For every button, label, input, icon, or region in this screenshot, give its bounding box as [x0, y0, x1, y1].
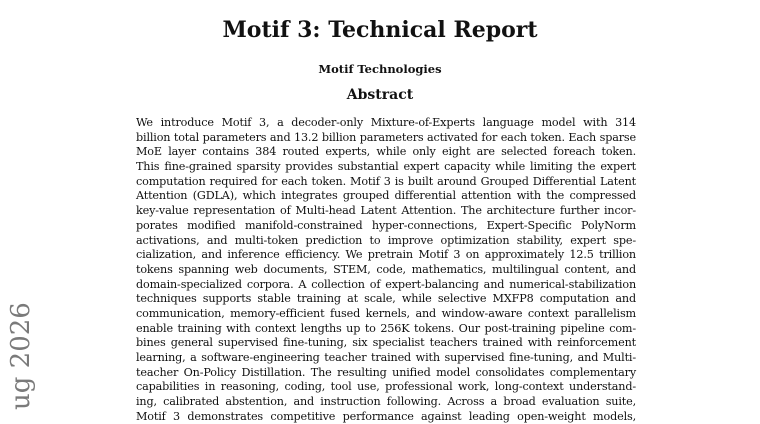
abstract-line: ing, calibrated abstention, and instruction following. Across a broad evaluation suite,	[136, 395, 636, 409]
abstract-line: Attention (GDLA), which integrates grouped differential attention with the compressed	[136, 189, 636, 203]
abstract-line: teacher On-Policy Distillation. The resulting unified model consolidates complementary	[136, 365, 636, 379]
abstract-line: enable training with context lengths up to 256K tokens. Our post-training pipeline com-	[136, 321, 636, 335]
abstract-line: capabilities in reasoning, coding, tool use, professional work, long-context understand-	[136, 380, 636, 394]
arxiv-margin-stamp: ug 2026	[6, 302, 36, 410]
abstract-line: MoE layer contains 384 routed experts, while only eight are selected foreach token.	[136, 145, 636, 159]
abstract-line: tokens spanning web documents, STEM, code, mathematics, multilingual content, and	[136, 262, 636, 276]
abstract-line: domain-specialized corpora. A collection of expert-balancing and numerical-stabilization	[136, 277, 636, 291]
abstract-body	[136, 116, 636, 424]
abstract-heading: Abstract	[346, 87, 414, 103]
abstract-line: computation required for each token. Motif 3 is built around Grouped Differential Latent	[136, 174, 636, 188]
abstract-line: learning, a software-engineering teacher trained with supervised fine-tuning, and Multi-	[136, 351, 636, 364]
abstract-line: activations, and multi-token prediction to improve optimization stability, expert spe-	[136, 233, 636, 247]
abstract-line: cialization, and inference efficiency. We pretrain Motif 3 on approximately 12.5 trillion	[136, 248, 636, 262]
abstract-line: porates modified manifold-constrained hyper-connections, Expert-Specific PolyNorm	[136, 218, 636, 232]
abstract-line: communication, memory-efficient fused kernels, and window-aware context parallelism	[136, 306, 636, 320]
abstract-line: key-value representation of Multi-head Latent Attention. The architecture further incor-	[136, 204, 636, 218]
author-affiliation: Motif Technologies	[318, 62, 442, 76]
abstract-line: Motif 3 demonstrates competitive performance against leading open-weight models,	[136, 409, 636, 423]
abstract-line: We introduce Motif 3, a decoder-only Mixture-of-Experts language model with 314	[136, 116, 636, 129]
abstract-line: billion total parameters and 13.2 billion parameters activated for each token. Each sparse	[136, 130, 636, 144]
abstract-line: techniques supports stable training at scale, while selective MXFP8 computation and	[136, 292, 636, 306]
abstract-line: bines general supervised fine-tuning, six specialist teachers trained with reinforcement	[136, 336, 636, 350]
abstract-line: This fine-grained sparsity provides substantial expert capacity while limiting the expert	[136, 160, 636, 174]
paper-title: Motif 3: Technical Report	[222, 17, 538, 43]
